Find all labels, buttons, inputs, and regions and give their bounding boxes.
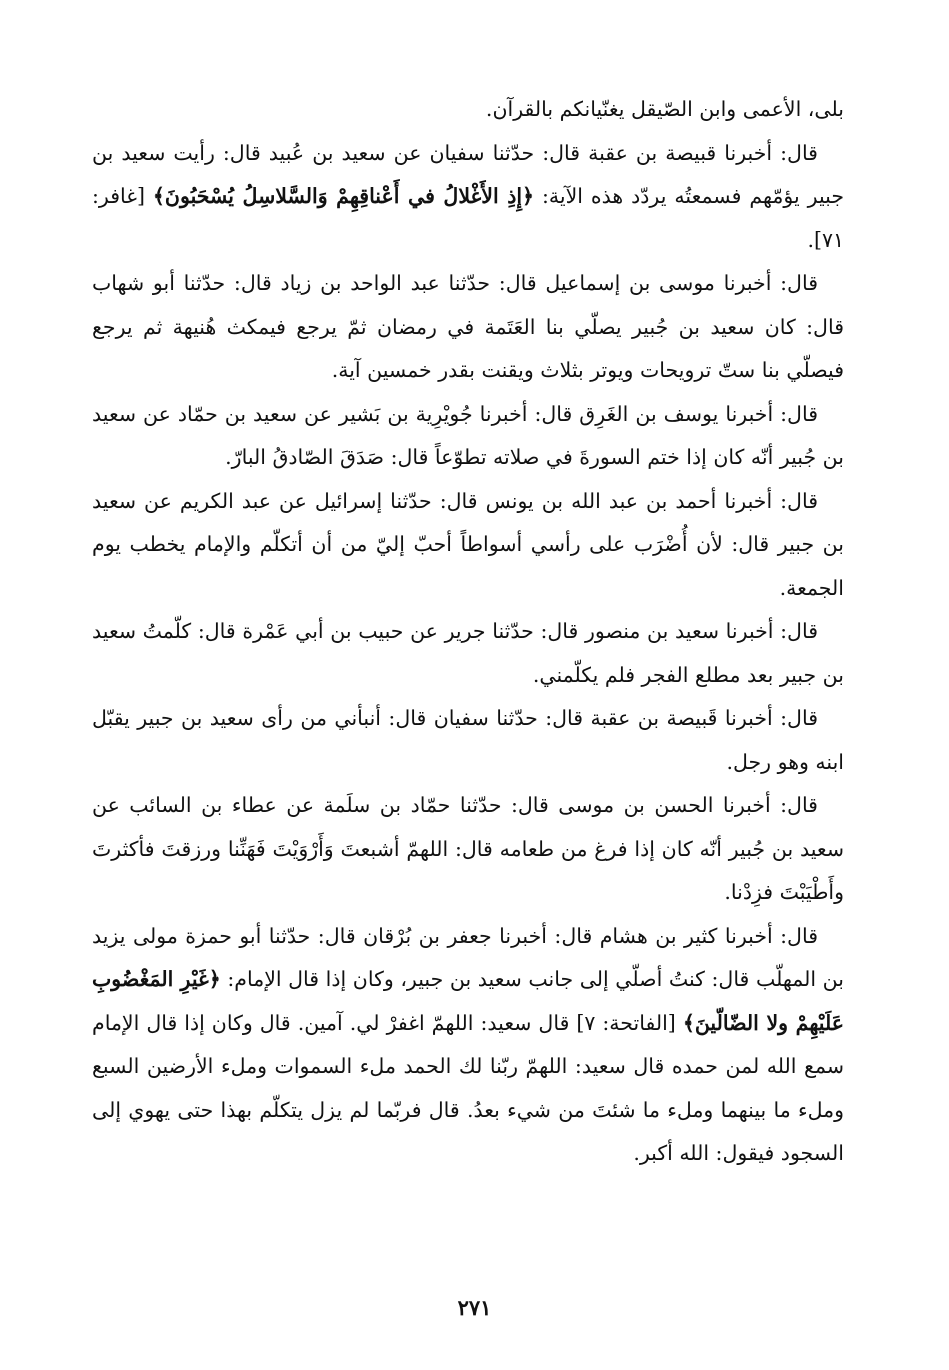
paragraph-4 xyxy=(92,393,844,480)
paragraph-6 xyxy=(92,610,844,697)
paragraph-9 xyxy=(92,915,844,1176)
paragraph-5-text: قال: أخبرنا أحمد بن عبد الله بن يونس قال: حدّثنا إسرائيل عن عبد الكريم عن سعيد بن جبير قال: لأن أُضْرَب على رأسي أسواطاً أحبّ إليّ من أن أتكلّم والإمام يخطب يوم الجمعة. xyxy=(92,488,844,600)
paragraph-8-text: قال: أخبرنا الحسن بن موسى قال: حدّثنا حمّاد بن سلَمة عن عطاء بن السائب عن سعيد بن جُبير أنّه كان إذا فرغ من طعامه قال: اللهمّ أشبعتَ وَأَرْوَيْتَ فَهَنِّنا ورزقتَ فأكثرتَ وأَطْيَبْتَ فزِدْنا. xyxy=(92,793,844,904)
paragraph-9-continuation: [الفاتحة: ٧] قال سعيد: اللهمّ اغفرْ لي. آمين. قال وكان إذا قال الإمام سمع الله لمن حمده قال سعيد: اللهمّ ربّنا لك الحمد ملء السموات وملء الأرضين السبع وملء ما بينهما وملء ما شئتَ من شيء بعدُ. قال فربّما لم يزل يتكلّم بهذا حتى يهوي إلى السجود فيقول: الله أكبر. xyxy=(92,1010,844,1165)
paragraph-1-text: بلى، الأعمى وابن الصّيقل يغنّيانكم بالقرآن. xyxy=(485,97,844,121)
page-body xyxy=(92,88,844,1176)
quran-verse-fatiha: ﴿غَيْرِ المَغْضُوبِ عَلَيْهِمْ ولا الضّالّينَ﴾ xyxy=(92,967,844,1035)
paragraph-8 xyxy=(92,784,844,915)
paragraph-7-text: قال: أخبرنا قَبيصة بن عقبة قال: حدّثنا سفيان قال: أنبأني من رأى سعيد بن جبير يقبّل ابنه وهو رجل. xyxy=(92,706,844,774)
paragraph-5 xyxy=(92,480,844,611)
paragraph-1 xyxy=(92,88,844,132)
quran-verse-ghafir: ﴿إِذِ الأَغْلالُ في أَعْناقِهِمْ وَالسَّلاسِلُ يُسْحَبُونَ﴾ xyxy=(152,184,535,208)
paragraph-4-text: قال: أخبرنا يوسف بن الغَرِق قال: أخبرنا جُويْرِية بن بَشير عن سعيد بن حمّاد عن سعيد بن جُبير أنّه كان إذا ختم السورةَ في صلاته تطوّعاً قال: صَدَقَ الصّادقُ البارّ. xyxy=(92,401,844,469)
paragraph-6-text: قال: أخبرنا سعيد بن منصور قال: حدّثنا جرير عن حبيب بن أبي عَمْرة قال: كلّمتُ سعيد بن جبير بعد مطلع الفجر فلم يكلّمني. xyxy=(92,619,844,687)
paragraph-2-text: قال: أخبرنا قبيصة بن عقبة قال: حدّثنا سفيان عن سعيد بن عُبيد قال: رأيت سعيد بن جبير يؤمّهم فسمعتُه يردّد هذه الآية: xyxy=(92,140,844,208)
paragraph-2 xyxy=(92,132,844,263)
paragraph-2-citation: [غافر: ٧١]. xyxy=(92,184,844,252)
paragraph-9-text: قال: أخبرنا كثير بن هشام قال: أخبرنا جعفر بن بُرْقان قال: حدّثنا أبو حمزة مولى يزيد بن المهلّب قال: كنتُ أصلّي إلى جانب سعيد بن جبير، وكان إذا قال الإمام: xyxy=(92,923,844,991)
paragraph-3-text: قال: أخبرنا موسى بن إسماعيل قال: حدّثنا عبد الواحد بن زياد قال: حدّثنا أبو شهاب قال: كان سعيد بن جُبير يصلّي بنا العَتَمة في رمضان ثمّ يرجع فيمكث هُنيهة ثم يرجع فيصلّي بنا ستّ ترويحات ويوتر بثلاث ويقنت بقدر خمسين آية. xyxy=(92,271,844,382)
paragraph-7 xyxy=(92,697,844,784)
page-number: ٢٧١ xyxy=(457,1295,492,1320)
paragraph-3 xyxy=(92,262,844,393)
